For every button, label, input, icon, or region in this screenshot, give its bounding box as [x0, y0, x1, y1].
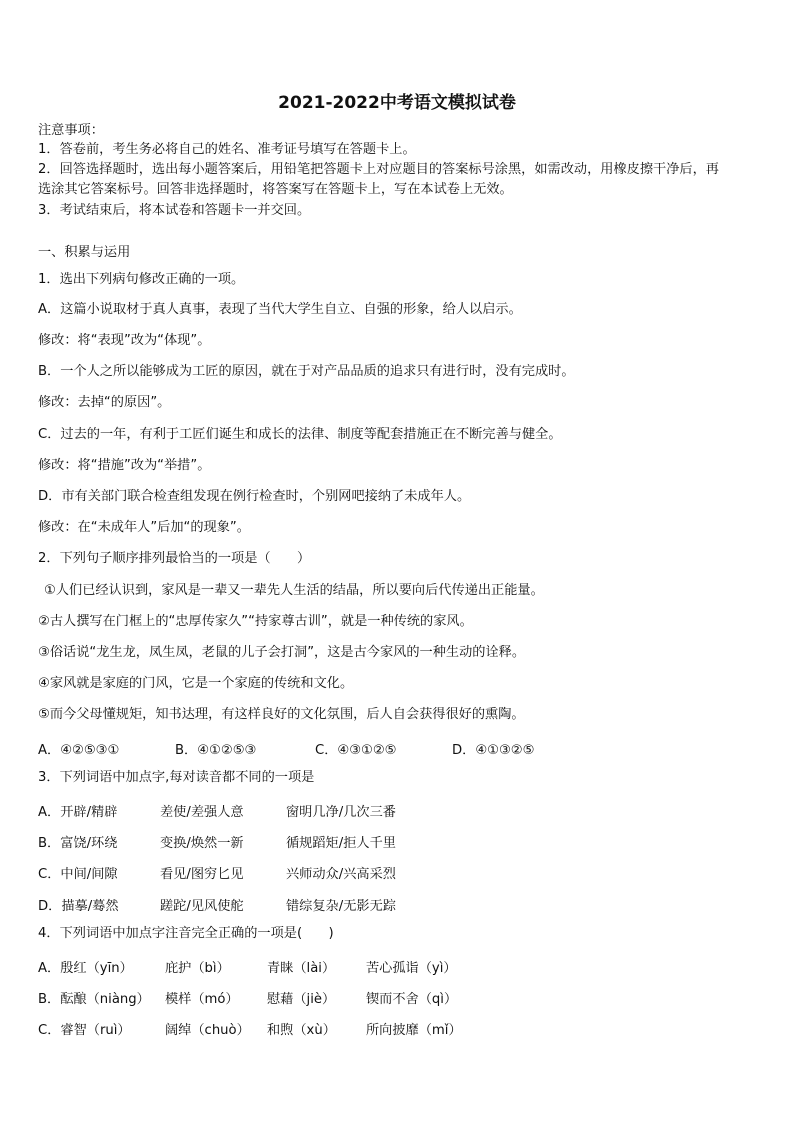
q4-cell: A．殷红（yīn）	[38, 961, 133, 976]
q3-cell: D．描摹/蓦然	[38, 899, 119, 914]
section-heading: 一、积累与运用	[38, 245, 131, 260]
q2-line: ③俗话说“龙生龙，凤生凤，老鼠的儿子会打洞”，这是古今家风的一种生动的诠释。	[38, 645, 526, 660]
q3-cell: 看见/图穷匕见	[160, 867, 244, 882]
q1-line: C．过去的一年，有利于工匠们诞生和成长的法律、制度等配套措施正在不断完善与健全。	[38, 427, 562, 442]
q1-line: 修改：去掉“的原因”。	[38, 395, 171, 410]
q4-cell: 慰藉（jiè）	[267, 992, 336, 1007]
q2-option: C．④③①②⑤	[315, 743, 397, 758]
q2-option: D．④①③②⑤	[452, 743, 535, 758]
question-stem: 1．选出下列病句修改正确的一项。	[38, 272, 245, 287]
q2-line: ①人们已经认识到，家风是一辈又一辈先人生活的结晶，所以要向后代传递出正能量。	[44, 583, 544, 598]
q4-cell: 模样（mó）	[165, 992, 239, 1007]
q4-cell: B．酝酿（niàng）	[38, 992, 150, 1007]
q4-cell: 锲而不舍（qì）	[366, 992, 458, 1007]
q4-cell: 和煦（xù）	[267, 1023, 336, 1038]
q4-cell: 青睐（lài）	[267, 961, 336, 976]
q1-line: B．一个人之所以能够成为工匠的原因，就在于对产品品质的追求只有进行时，没有完成时。	[38, 364, 575, 379]
notice-item: 1．答卷前，考生务必将自己的姓名、准考证号填写在答题卡上。	[38, 142, 416, 157]
notice-heading: 注意事项：	[38, 123, 104, 138]
q1-line: A．这篇小说取材于真人真事，表现了当代大学生自立、自强的形象，给人以启示。	[38, 302, 522, 317]
q1-line: 修改：将“表现”改为“体现”。	[38, 333, 211, 348]
q2-option: A．④②⑤③①	[38, 743, 120, 758]
q3-cell: 差使/差强人意	[160, 805, 244, 820]
q3-cell: 循规蹈矩/拒人千里	[286, 836, 396, 851]
q2-line: ④家风就是家庭的门风，它是一个家庭的传统和文化。	[38, 676, 354, 691]
q3-cell: 变换/焕然一新	[160, 836, 244, 851]
notice-item: 3．考试结束后，将本试卷和答题卡一并交回。	[38, 203, 311, 218]
q2-option: B．④①②⑤③	[175, 743, 257, 758]
q1-line: 修改：在“未成年人”后加“的现象”。	[38, 520, 250, 535]
q1-line: D．市有关部门联合检查组发现在例行检查时，个别网吧接纳了未成年人。	[38, 489, 471, 504]
q4-cell: 庇护（bì）	[165, 961, 230, 976]
q4-cell: 苦心孤诣（yì）	[366, 961, 457, 976]
notice-item: 2．回答选择题时，选出每小题答案后，用铅笔把答题卡上对应题目的答案标号涂黑，如需改动，用橡皮擦干净后，再	[38, 162, 719, 177]
question-stem: 4．下列词语中加点字注音完全正确的一项是( )	[38, 926, 334, 941]
q4-cell: C．睿智（ruì）	[38, 1023, 131, 1038]
question-stem: 3．下列词语中加点字,每对读音都不同的一项是	[38, 770, 315, 785]
q3-cell: 窗明几净/几次三番	[286, 805, 396, 820]
q2-line: ⑤而今父母懂规矩，知书达理，有这样良好的文化氛围，后人自会获得很好的熏陶。	[38, 707, 525, 722]
page-title: 2021-2022中考语文模拟试卷	[278, 93, 516, 113]
q4-cell: 阔绰（chuò）	[165, 1023, 250, 1038]
q3-cell: A．开辟/精辟	[38, 805, 118, 820]
q3-cell: B．富饶/环绕	[38, 836, 118, 851]
q1-line: 修改：将“措施”改为“举措”。	[38, 458, 211, 473]
q3-cell: 兴师动众/兴高采烈	[286, 867, 396, 882]
question-stem: 2．下列句子顺序排列最恰当的一项是（ ）	[38, 551, 311, 566]
q3-cell: C．中间/间隙	[38, 867, 118, 882]
q3-cell: 错综复杂/无影无踪	[286, 899, 396, 914]
q2-line: ②古人撰写在门框上的“忠厚传家久”“持家尊古训”，就是一种传统的家风。	[38, 614, 473, 629]
q3-cell: 蹉跎/见风使舵	[160, 899, 244, 914]
q4-cell: 所向披靡（mǐ）	[366, 1023, 462, 1038]
notice-item: 选涂其它答案标号。回答非选择题时，将答案写在答题卡上，写在本试卷上无效。	[38, 182, 513, 197]
